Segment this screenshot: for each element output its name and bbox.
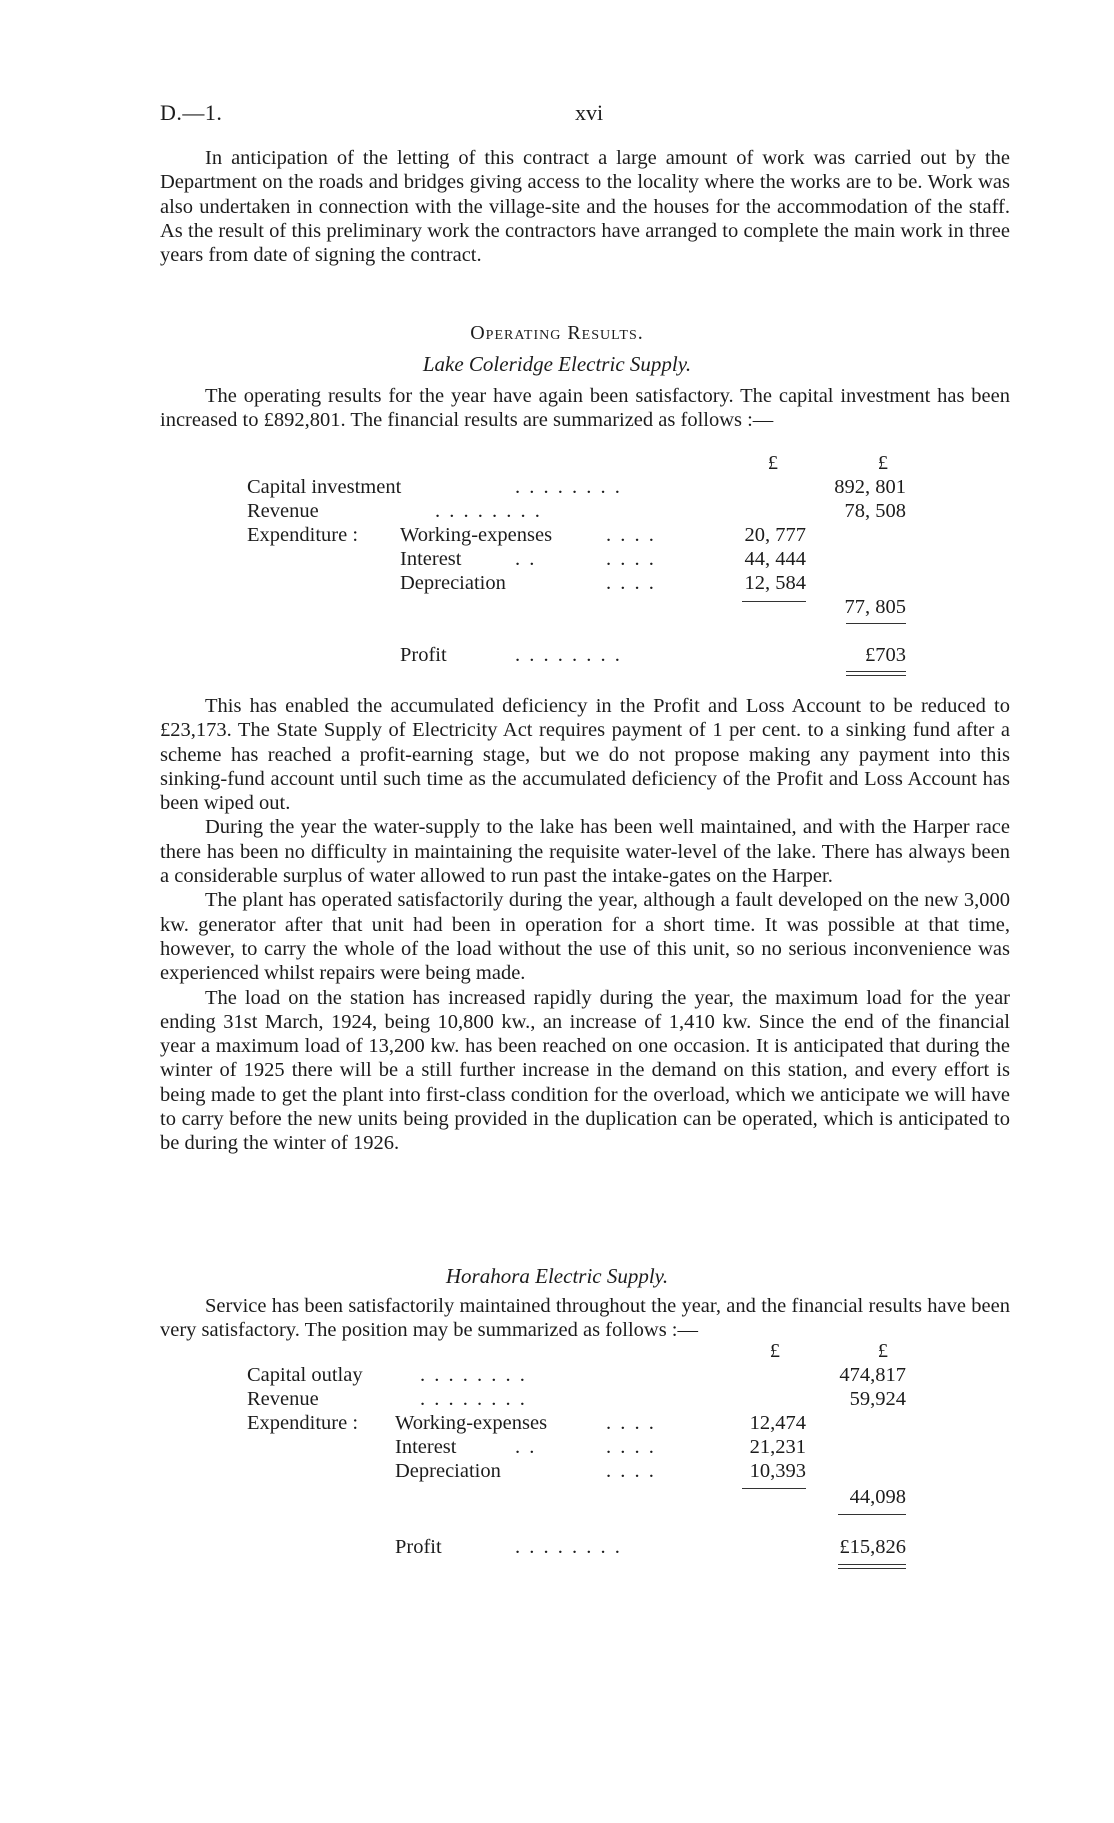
working-expenses-value: 12,474 [749, 1412, 806, 1434]
leader-dots: . . . . [606, 1412, 656, 1434]
working-expenses-label: Working-expenses [400, 524, 553, 546]
lake-coleridge-financial-table [0, 452, 1114, 692]
intro-paragraph: In anticipation of the letting of this contract a large amount of work was carried out by the Department on the roads and bridges giving access to the locality where the works are to be. Work was also undertaken in connection with the village-site and the houses for the accommodation of the staff. As the result of this preliminary work the contractors have arranged to complete the main work in three years from date of signing the contract. [160, 147, 1010, 267]
total-rule [846, 623, 906, 624]
leader-dots: . . . . [606, 524, 656, 546]
double-rule-bottom [846, 675, 906, 676]
leader-dots: . . . . . . . . [420, 1388, 527, 1410]
paragraph: The plant has operated satisfactorily during the year, although a fault developed on the new 3,000 kw. generator after that unit had been in operation for a short time. It was possible at that time, however, to carry the whole of the load without the use of this unit, so no serious inconvenience was experienced whilst repairs were being made. [160, 889, 1010, 985]
revenue-label: Revenue [247, 1388, 319, 1410]
revenue-value: 78, 508 [844, 500, 906, 522]
lake-coleridge-intro: The operating results for the year have again been satisfactory. The capital investment has been increased to £892,801. The financial results are summarized as follows :— [160, 385, 1010, 432]
currency-header: £ [769, 1340, 780, 1362]
lake-coleridge-paragraphs [160, 694, 1010, 1156]
intro-paragraph-block [160, 146, 1010, 267]
leader-dots: . . . . [606, 1436, 656, 1458]
currency-header: £ [767, 452, 778, 474]
paragraph: This has enabled the accumulated deficiency in the Profit and Loss Account to be reduced to £23,173. The State Supply of Electricity Act requires payment of 1 per cent. to a sinking fund after a scheme has reached a profit-earning stage, but we do not propose making any payment into this sinking-fund account until such time as the accumulated deficiency of the Profit and Loss Account has been wiped out. [160, 695, 1010, 815]
expenditure-label: Expenditure : [247, 1412, 359, 1434]
leader-dots: . . . . [606, 572, 656, 594]
capital-value: 892, 801 [834, 476, 906, 498]
depreciation-value: 12, 584 [744, 572, 806, 594]
subtotal-rule [742, 1488, 806, 1489]
horahora-intro-block [160, 1294, 1010, 1343]
horahora-title: Horahora Electric Supply. [445, 1264, 669, 1288]
interest-value: 44, 444 [744, 548, 806, 570]
paragraph: During the year the water-supply to the lake has been well maintained, and with the Harper race there has been no difficulty in maintaining the requisite water-level of the lake. There has always been a considerable surplus of water allowed to run past the intake-gates on the Harper. [160, 816, 1010, 888]
capital-label: Capital investment [247, 476, 402, 498]
leader-dots: . . [515, 1436, 537, 1458]
currency-header: £ [877, 1340, 888, 1362]
leader-dots: . . [515, 548, 537, 570]
leader-dots: . . . . [606, 1460, 656, 1482]
capital-value: 474,817 [839, 1364, 906, 1386]
revenue-label: Revenue [247, 500, 319, 522]
currency-header: £ [877, 452, 888, 474]
leader-dots: . . . . . . . . [420, 1364, 527, 1386]
interest-label: Interest [395, 1436, 457, 1458]
expenditure-label: Expenditure : [247, 524, 359, 546]
expenditure-total: 77, 805 [844, 596, 906, 618]
leader-dots: . . . . . . . . [435, 500, 542, 522]
profit-value: £703 [865, 644, 906, 666]
subtotal-rule [742, 601, 806, 602]
page-number: xvi [575, 100, 604, 125]
interest-value: 21,231 [749, 1436, 806, 1458]
paragraph: The load on the station has increased rapidly during the year, the maximum load for the year ending 31st March, 1924, being 10,800 kw., an increase of 1,410 kw. Since the end of the financial year a maximum load of 13,200 kw. has been reached on one occasion. It is anticipated that during the winter of 1925 there will be a still further increase in the demand on this station, and every effort is being made to get the plant into first-class condition for the overload, which we anticipate we will have to carry before the new units being provided in the duplication can be operated, which is anticipated to be during the winter of 1926. [160, 986, 1010, 1155]
document-reference: D.—1. [160, 100, 223, 125]
double-rule-top [838, 1564, 906, 1565]
profit-label: Profit [400, 644, 447, 666]
leader-dots: . . . . . . . . [515, 1536, 622, 1558]
leader-dots: . . . . [606, 548, 656, 570]
working-expenses-label: Working-expenses [395, 1412, 548, 1434]
depreciation-label: Depreciation [400, 572, 506, 594]
section-title: Operating Results. [470, 322, 644, 344]
lake-coleridge-intro-block [160, 384, 1010, 433]
revenue-value: 59,924 [849, 1388, 906, 1410]
leader-dots: . . . . . . . . [515, 644, 622, 666]
capital-label: Capital outlay [247, 1364, 363, 1386]
horahora-intro: Service has been satisfactorily maintained throughout the year, and the financial results have been very satisfactory. The position may be summarized as follows :— [160, 1295, 1010, 1342]
lake-coleridge-title: Lake Coleridge Electric Supply. [422, 352, 692, 376]
double-rule-top [846, 671, 906, 672]
depreciation-label: Depreciation [395, 1460, 501, 1482]
total-rule [838, 1514, 906, 1515]
depreciation-value: 10,393 [749, 1460, 806, 1482]
leader-dots: . . . . . . . . [515, 476, 622, 498]
expenditure-total: 44,098 [849, 1486, 906, 1508]
interest-label: Interest [400, 548, 462, 570]
profit-label: Profit [395, 1536, 442, 1558]
profit-value: £15,826 [839, 1536, 906, 1558]
horahora-financial-table [0, 1340, 1114, 1580]
double-rule-bottom [838, 1568, 906, 1569]
working-expenses-value: 20, 777 [744, 524, 806, 546]
